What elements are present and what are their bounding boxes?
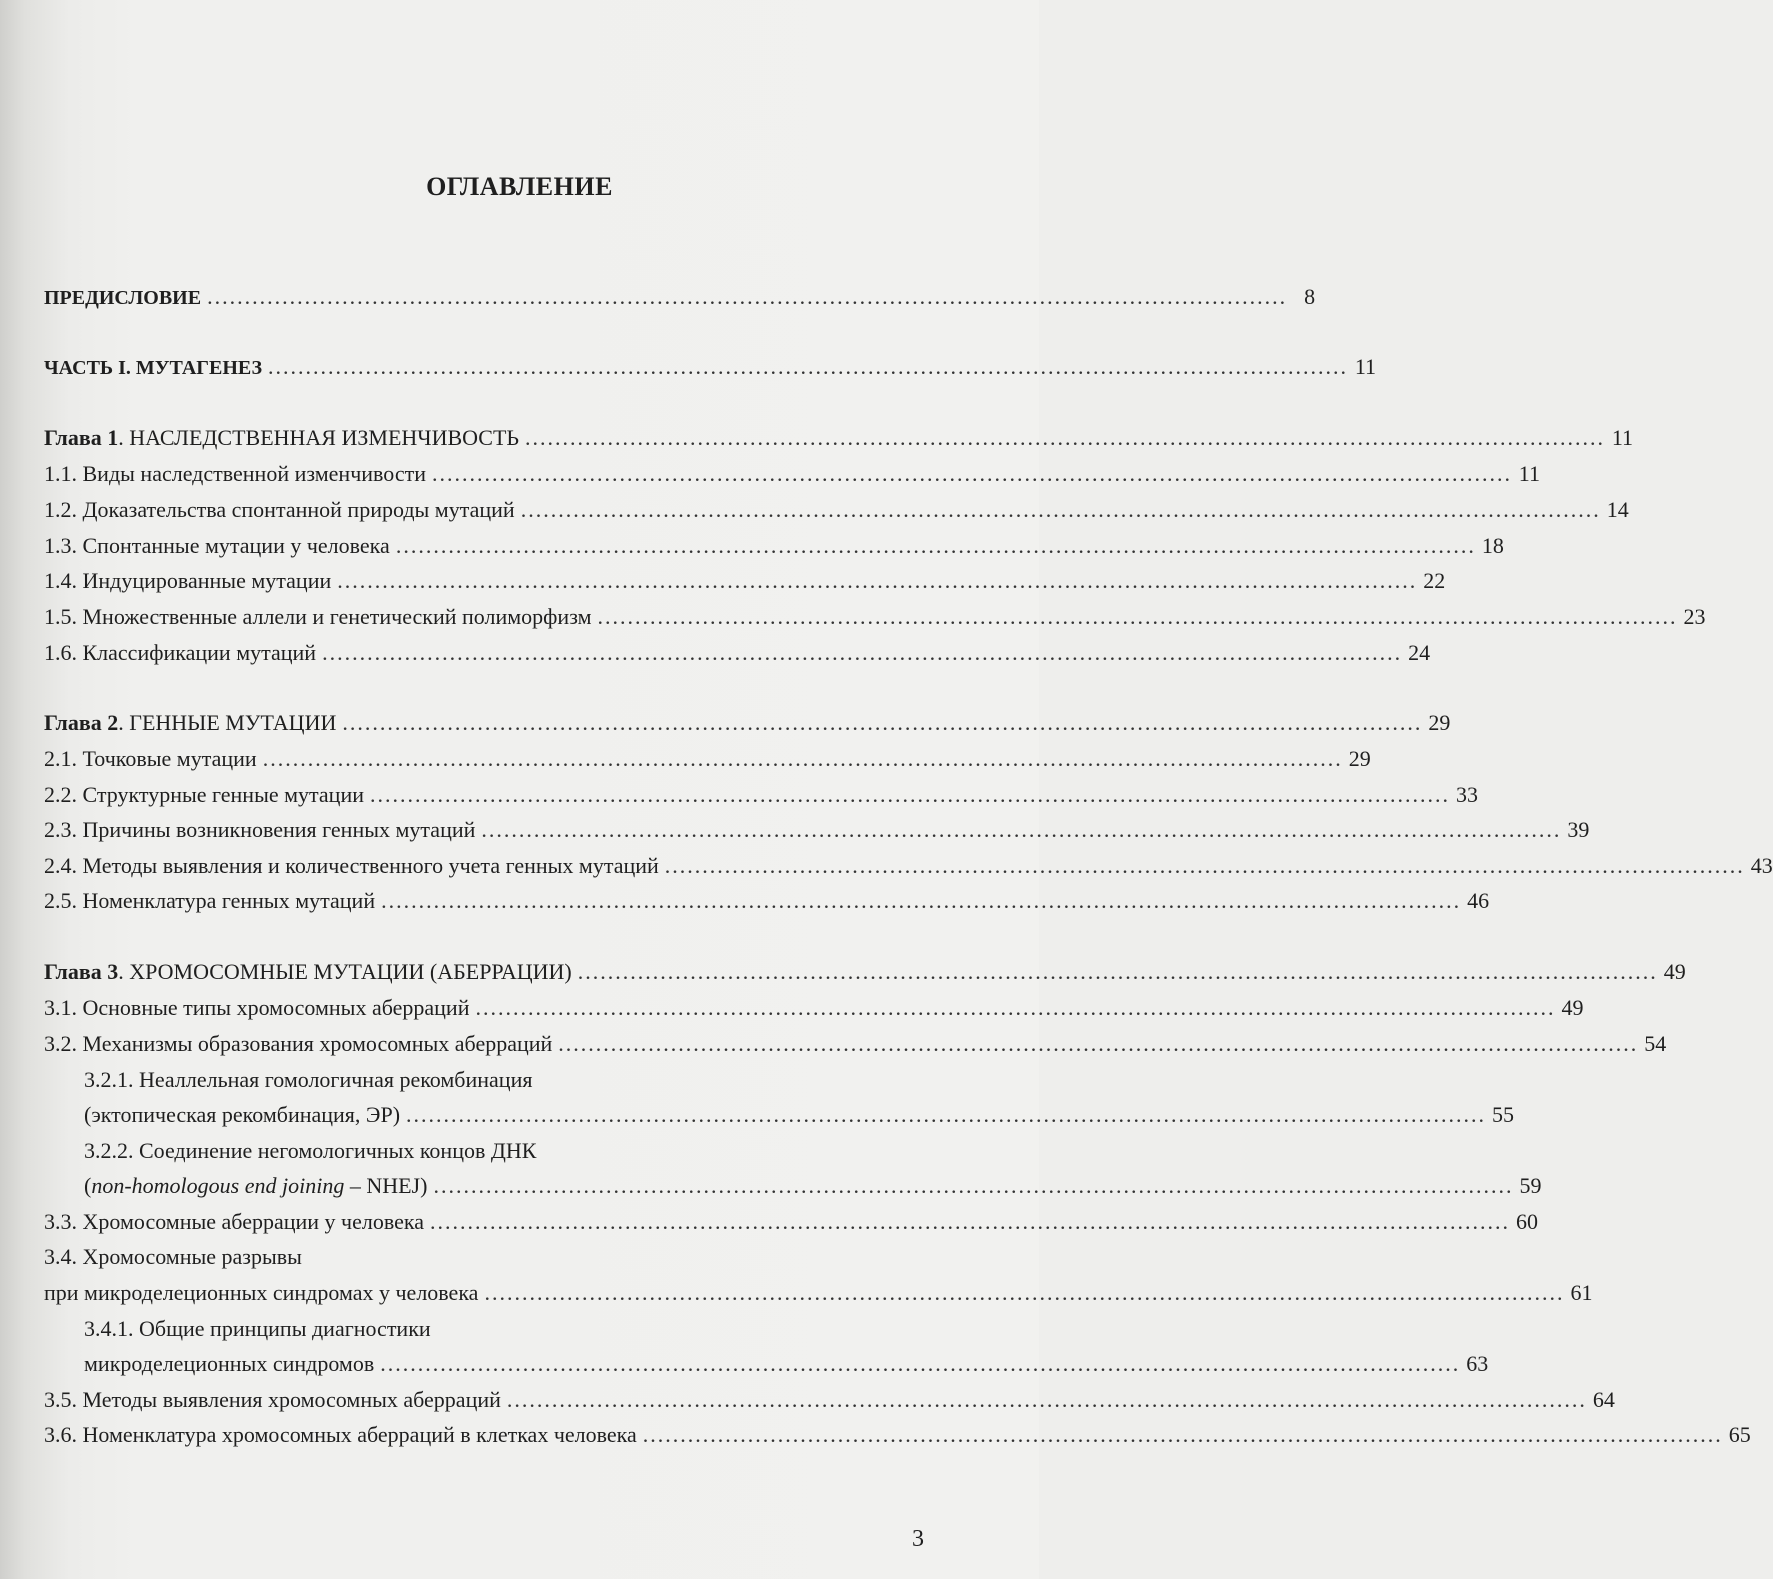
toc-page-number: 54 — [1644, 1031, 1667, 1056]
toc-entry-3-5[interactable]: 3.5. Методы выявления хромосомных аберраций ................................................................................................................................................ 64 — [44, 1383, 916, 1417]
toc-entry-3-3[interactable]: 3.3. Хромосомные аберрации у человека ................................................................................................................................................ 60 — [44, 1205, 916, 1239]
toc-page-number: 49 — [1561, 995, 1584, 1020]
toc-page-number: 49 — [1663, 959, 1686, 984]
toc-entry-1-4[interactable]: 1.4. Индуцированные мутации ................................................................................................................................................ 22 — [44, 564, 916, 598]
toc-page-number: 11 — [1611, 425, 1634, 450]
toc-page-number: 11 — [1354, 354, 1377, 379]
toc-entry-1-3[interactable]: 1.3. Спонтанные мутации у человека ................................................................................................................................................ 18 — [44, 529, 916, 563]
toc-page-number: 29 — [1348, 746, 1371, 771]
toc-entry-1-1[interactable]: 1.1. Виды наследственной изменчивости ................................................................................................................................................ 11 — [44, 457, 916, 491]
toc-page-number: 61 — [1570, 1280, 1593, 1305]
toc-page-number: 39 — [1567, 817, 1590, 842]
toc-entry-3-2-2-line2[interactable]: (non-homologous end joining – NHEJ) ................................................................................................................................................ 59 — [84, 1169, 916, 1203]
toc-page-number: 8 — [1304, 284, 1316, 309]
toc-entry-preface[interactable]: ПРЕДИСЛОВИЕ ................................................................................................................................................ 8 — [44, 280, 916, 314]
toc-page-number: 43 — [1750, 853, 1773, 878]
toc-entry-2-5[interactable]: 2.5. Номенклатура генных мутаций ................................................................................................................................................ 46 — [44, 884, 916, 918]
toc-page-number: 18 — [1481, 533, 1504, 558]
toc-page-number: 59 — [1519, 1173, 1542, 1198]
page-number: 3 — [912, 1526, 924, 1552]
toc-entry-chapter-2[interactable]: Глава 2. ГЕННЫЕ МУТАЦИИ ................................................................................................................................................ 29 — [44, 706, 916, 740]
toc-page-number: 11 — [1518, 461, 1540, 486]
toc-page-number: 60 — [1516, 1209, 1538, 1234]
toc-entry-2-1[interactable]: 2.1. Точковые мутации ................................................................................................................................................ 29 — [44, 742, 916, 776]
toc-entry-2-3[interactable]: 2.3. Причины возникновения генных мутаций ................................................................................................................................................ 39 — [44, 813, 916, 847]
toc-entry-2-2[interactable]: 2.2. Структурные генные мутации ................................................................................................................................................ 33 — [44, 778, 916, 812]
toc-page-number: 23 — [1683, 604, 1706, 629]
toc-entry-chapter-1[interactable]: Глава 1. НАСЛЕДСТВЕННАЯ ИЗМЕНЧИВОСТЬ ................................................................................................................................................ 11 — [44, 421, 916, 455]
toc-entry-3-6[interactable]: 3.6. Номенклатура хромосомных аберраций в клетках человека ................................................................................................................................................ 65 — [44, 1418, 916, 1452]
page-title: ОГЛАВЛЕНИЕ — [426, 172, 613, 201]
toc-entry-3-4-line1[interactable]: 3.4. Хромосомные разрывы — [44, 1244, 302, 1269]
toc-page-number: 22 — [1423, 568, 1446, 593]
toc-entry-1-6[interactable]: 1.6. Классификации мутаций ................................................................................................................................................ 24 — [44, 636, 916, 670]
toc-entry-3-2-1-line1[interactable]: 3.2.1. Неаллельная гомологичная рекомбинация — [84, 1067, 533, 1092]
toc-entry-1-2[interactable]: 1.2. Доказательства спонтанной природы мутаций ................................................................................................................................................ 14 — [44, 493, 916, 527]
toc-entry-3-4-1-line1[interactable]: 3.4.1. Общие принципы диагностики — [84, 1316, 431, 1341]
toc-page-number: 33 — [1456, 782, 1478, 807]
toc-page-number: 24 — [1408, 640, 1431, 665]
toc-entry-3-2-2-line1[interactable]: 3.2.2. Соединение негомологичных концов ДНК — [84, 1138, 537, 1163]
toc-page-number: 65 — [1728, 1422, 1751, 1447]
toc-page-number: 14 — [1606, 497, 1629, 522]
toc-entry-1-5[interactable]: 1.5. Множественные аллели и генетический полиморфизм ................................................................................................................................................ 23 — [44, 600, 916, 634]
toc-entry-2-4[interactable]: 2.4. Методы выявления и количественного учета генных мутаций ................................................................................................................................................ 43 — [44, 849, 916, 883]
toc-page-number: 64 — [1592, 1387, 1615, 1412]
toc-entry-3-2[interactable]: 3.2. Механизмы образования хромосомных аберраций ................................................................................................................................................ 54 — [44, 1027, 916, 1061]
toc-entry-chapter-3[interactable]: Глава 3. ХРОМОСОМНЫЕ МУТАЦИИ (АБЕРРАЦИИ) ................................................................................................................................................ 49 — [44, 955, 916, 989]
toc-entry-part-1[interactable]: ЧАСТЬ I. МУТАГЕНЕЗ ................................................................................................................................................ 11 — [44, 350, 916, 384]
toc-page-number: 29 — [1428, 710, 1451, 735]
toc-entry-3-4-1-line2[interactable]: микроделеционных синдромов ................................................................................................................................................ 63 — [84, 1347, 916, 1381]
toc-entry-3-4-line2[interactable]: при микроделеционных синдромах у человека ................................................................................................................................................ 61 — [44, 1276, 916, 1310]
toc-page-number: 55 — [1492, 1102, 1515, 1127]
toc-page-number: 63 — [1466, 1351, 1489, 1376]
toc-entry-3-2-1-line2[interactable]: (эктопическая рекомбинация, ЭР) ................................................................................................................................................ 55 — [84, 1098, 916, 1132]
toc-entry-3-1[interactable]: 3.1. Основные типы хромосомных аберраций ................................................................................................................................................ 49 — [44, 991, 916, 1025]
toc-page-number: 46 — [1467, 888, 1490, 913]
